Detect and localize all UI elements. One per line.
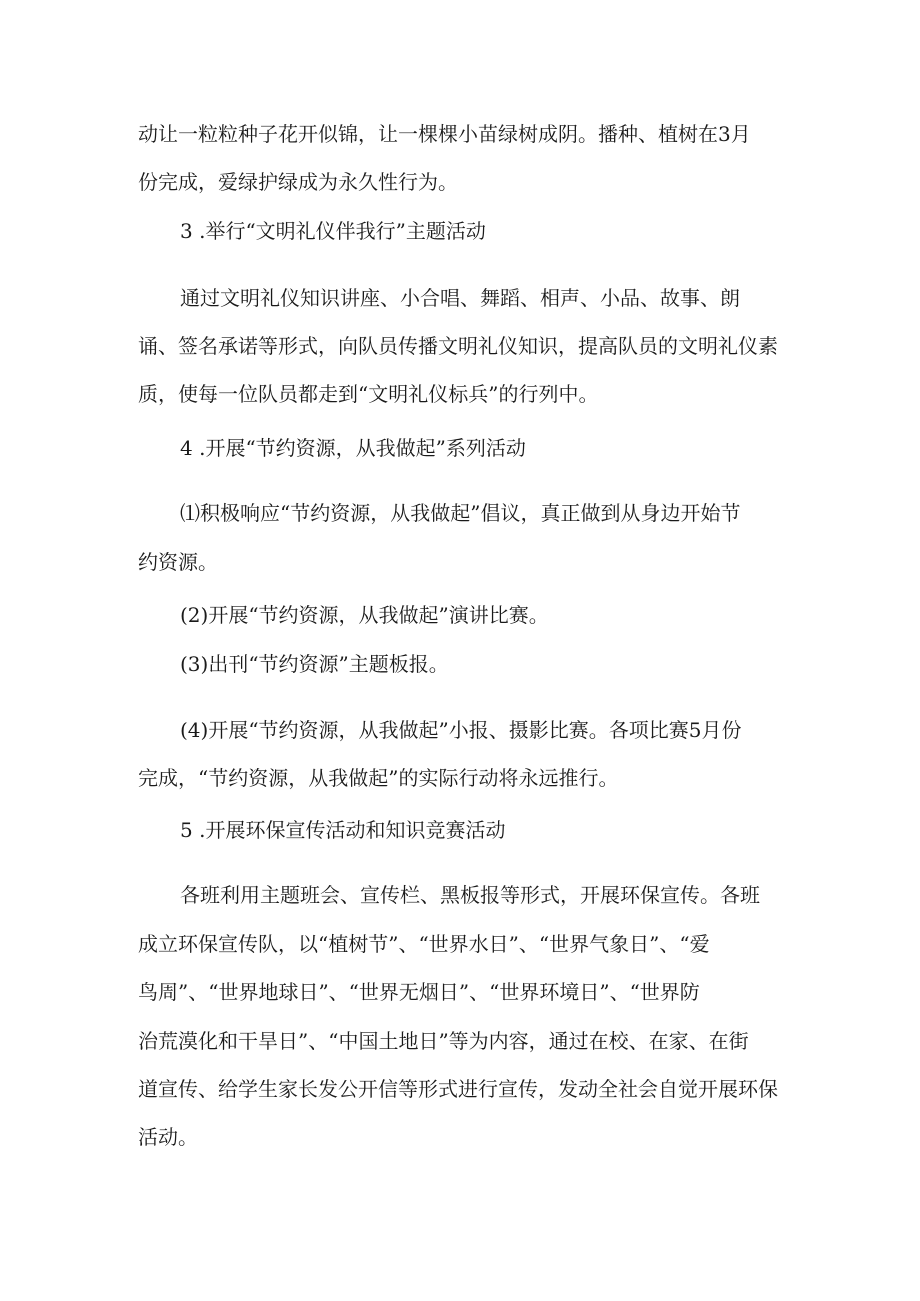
text-line: 活动。 (138, 1125, 198, 1149)
list-item: (4)开展“节约资源，从我做起”小报、摄影比赛。各项比赛5月份 (180, 718, 742, 742)
text-line: 完成，“节约资源，从我做起”的实际行动将永远推行。 (138, 766, 619, 790)
list-item: ⑴积极响应“节约资源，从我做起”倡议，真正做到从身边开始节 (180, 501, 741, 525)
text-line: 各班利用主题班会、宣传栏、黑板报等形式，开展环保宣传。各班 (180, 883, 760, 907)
text-line: 鸟周”、“世界地球日”、“世界无烟日”、“世界环境日”、“世界防 (138, 980, 700, 1004)
section-heading: 3 .举行“文明礼仪伴我行”主题活动 (180, 219, 486, 243)
section-heading: 5 .开展环保宣传活动和知识竞赛活动 (180, 818, 506, 842)
text-line: 成立环保宣传队，以“植树节”、“世界水日”、“世界气象日”、“爱 (138, 932, 710, 956)
list-item: (2)开展“节约资源，从我做起”演讲比赛。 (180, 603, 549, 627)
text-line: 份完成，爱绿护绿成为永久性行为。 (138, 170, 458, 194)
text-line: 道宣传、给学生家长发公开信等形式进行宣传，发动全社会自觉开展环保 (138, 1077, 778, 1101)
text-line: 质，使每一位队员都走到“文明礼仪标兵”的行列中。 (138, 382, 599, 406)
text-line: 诵、签名承诺等形式，向队员传播文明礼仪知识，提高队员的文明礼仪素 (138, 334, 778, 358)
text-line: 约资源。 (138, 550, 218, 574)
text-line: 动让一粒粒种子花开似锦，让一棵棵小苗绿树成阴。播种、植树在3月 (138, 122, 751, 146)
text-line: 治荒漠化和干旱日”、“中国土地日”等为内容，通过在校、在家、在街 (138, 1029, 749, 1053)
text-line: 通过文明礼仪知识讲座、小合唱、舞蹈、相声、小品、故事、朗 (180, 286, 740, 310)
section-heading: 4 .开展“节约资源，从我做起”系列活动 (180, 436, 526, 460)
list-item: (3)出刊“节约资源”主题板报。 (180, 652, 449, 676)
